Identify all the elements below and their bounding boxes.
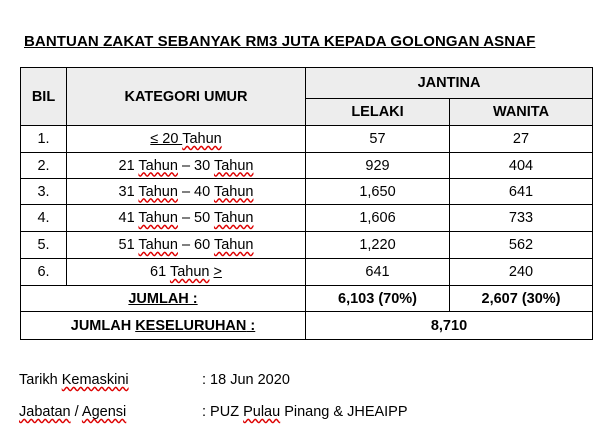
jumlah-wanita: 2,607 (30%): [450, 286, 593, 312]
zakat-table: [20, 67, 593, 340]
row-wanita: 733: [450, 205, 593, 232]
row-bil: 1.: [21, 126, 67, 153]
row-lelaki: 1,650: [306, 179, 450, 205]
row-bil: 4.: [21, 205, 67, 232]
row-bil: 3.: [21, 179, 67, 205]
row-bil: 2.: [21, 153, 67, 179]
keseluruhan-label: JUMLAH KESELURUHAN :: [21, 312, 306, 340]
row-bil: 6.: [21, 259, 67, 286]
jabatan-agensi-line: [19, 404, 408, 420]
jabatan-label: Jabatan / Agensi: [19, 404, 127, 420]
row-kategori: 21 Tahun – 30 Tahun: [67, 153, 306, 179]
row-lelaki: 1,220: [306, 232, 450, 259]
header-lelaki: LELAKI: [306, 99, 450, 126]
row-kategori: 51 Tahun – 60 Tahun: [67, 232, 306, 259]
header-wanita: WANITA: [450, 99, 593, 126]
row-wanita: 404: [450, 153, 593, 179]
row-lelaki: 1,606: [306, 205, 450, 232]
row-bil: 5.: [21, 232, 67, 259]
table-row: [21, 232, 593, 259]
row-lelaki: 641: [306, 259, 450, 286]
keseluruhan-row: [21, 312, 593, 340]
row-lelaki: 929: [306, 153, 450, 179]
row-kategori: 31 Tahun – 40 Tahun: [67, 179, 306, 205]
row-kategori: 41 Tahun – 50 Tahun: [67, 205, 306, 232]
jabatan-value: : PUZ Pulau Pinang & JHEAIPP: [202, 404, 408, 420]
row-wanita: 641: [450, 179, 593, 205]
table-row: [21, 259, 593, 286]
table-row: [21, 126, 593, 153]
header-kategori-umur: KATEGORI UMUR: [67, 68, 306, 126]
table-row: [21, 205, 593, 232]
keseluruhan-value: 8,710: [306, 312, 593, 340]
document-title: BANTUAN ZAKAT SEBANYAK RM3 JUTA KEPADA GOLONGAN ASNAF: [24, 33, 536, 50]
row-kategori: 61 Tahun >: [67, 259, 306, 286]
table-row: [21, 179, 593, 205]
jumlah-row: [21, 286, 593, 312]
jumlah-label: JUMLAH :: [21, 286, 306, 312]
tarikh-label: Tarikh Kemaskini: [19, 372, 129, 388]
row-wanita: 562: [450, 232, 593, 259]
row-lelaki: 57: [306, 126, 450, 153]
row-wanita: 240: [450, 259, 593, 286]
tarikh-value: : 18 Jun 2020: [202, 372, 290, 388]
row-wanita: 27: [450, 126, 593, 153]
jumlah-lelaki: 6,103 (70%): [306, 286, 450, 312]
table-row: [21, 153, 593, 179]
header-bil: BIL: [21, 68, 67, 126]
header-jantina: JANTINA: [306, 68, 593, 99]
tarikh-kemaskini-line: [19, 372, 290, 388]
row-kategori: ≤ 20 Tahun: [67, 126, 306, 153]
